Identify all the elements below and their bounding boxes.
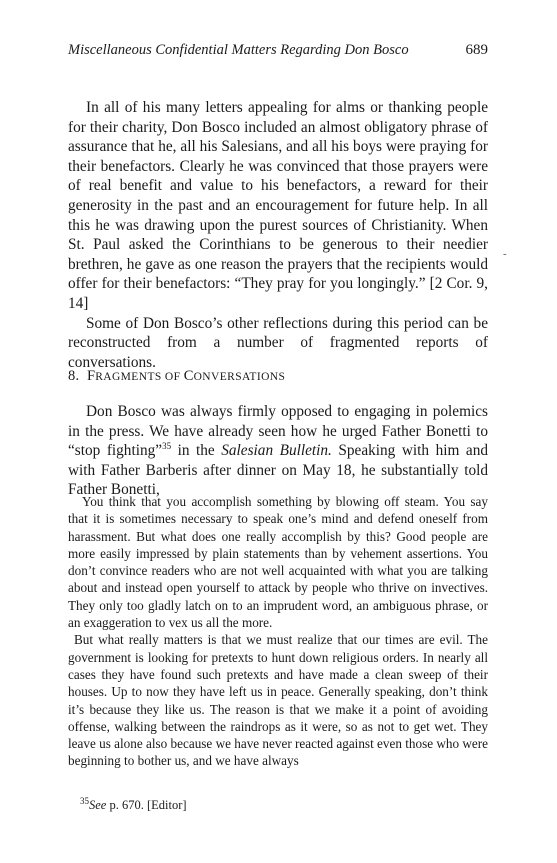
footnote (80, 795, 187, 813)
header-title: Miscellaneous Confidential Matters Regarding Don Bosco (68, 42, 409, 58)
paragraph-reflections: Some of Don Bosco’s other reflections during this period can be reconstructed from a number of fragmented reports of conversations. (68, 314, 488, 371)
block-quote (68, 493, 488, 770)
section-title-rest-1: RAGMENTS OF (95, 371, 184, 383)
polemics-text-start: Don Bosco was always firmly opposed to engaging in polemics in the press. We have already seen how he urged Father Bonetti to “stop fighting” (68, 403, 488, 460)
polemics-text-end: Speaking with him and with Father Barberis after dinner on May 18, he substantially told Father Bonetti, (68, 442, 489, 499)
footnote-number: 35 (80, 795, 89, 806)
footnote-reference: 35 (162, 441, 172, 452)
footnote-text: p. 670. [Editor] (106, 798, 187, 812)
quote-paragraph-1: You think that you accomplish something by blowing off steam. You say that it is sometimes necessary to speak one’s mind and defend oneself from harassment. But what does one really accomplish by this? Good people are more easily impressed by plain statements than by vehement assertions. You don’t convince readers who are not well acquainted with what you are talking about and instead open yourself to attack by people who thrive on invectives. They only too gladly latch on to an imprudent word, an ambiguous phrase, or an exaggeration to vex us all the more. (68, 494, 488, 631)
body-mid (68, 402, 488, 500)
footnote-see: See (89, 798, 107, 812)
section-title-initial-1: F (86, 368, 96, 384)
body-top (68, 98, 488, 372)
quote-paragraph-2: But what really matters is that we must realize that our times are evil. The government is looking for pretexts to hunt down religious orders. In nearly all cases they have found such pretexts and have made a clean sweep of their houses. Up to now they have left us in peace. Generally speaking, don’t think it’s because they like us. The reason is that we make it a point of avoiding offense, walking between the raindrops as it were, so as not to get wet. They leave us alone also because we have never reacted against even those who were beginning to bother us, and we have always (68, 632, 488, 769)
publication-title: Salesian Bulletin. (221, 442, 332, 460)
section-title-rest-2: ONVERSATIONS (193, 371, 286, 383)
page-number: 689 (465, 42, 488, 58)
section-title-initial-2: C (183, 368, 194, 384)
paragraph-benefactors: In all of his many letters appealing for alms or thanking people for their charity, Don Bosco included an almost obligatory phrase of assurance that he, all his Salesians, and all his boys were praying for their benefactors. Clearly he was convinced that those prayers were of real benefit and value to his benefactors, a reward for their generosity in the past and an encouragement for future help. In all this he was drawing upon the purest sources of Christianity. When St. Paul asked the Corinthians to be generous to their needier brethren, he gave as one reason the prayers that the recipients would offer for their benefactors: “They pray for you longingly.” [2 Cor. 9, 14] (68, 99, 488, 312)
section-heading (68, 368, 285, 385)
running-header (68, 42, 488, 59)
margin-mark: - (503, 248, 507, 260)
polemics-text-middle: in the (171, 442, 222, 460)
paragraph-polemics (68, 402, 488, 500)
section-number: 8. (68, 368, 80, 384)
